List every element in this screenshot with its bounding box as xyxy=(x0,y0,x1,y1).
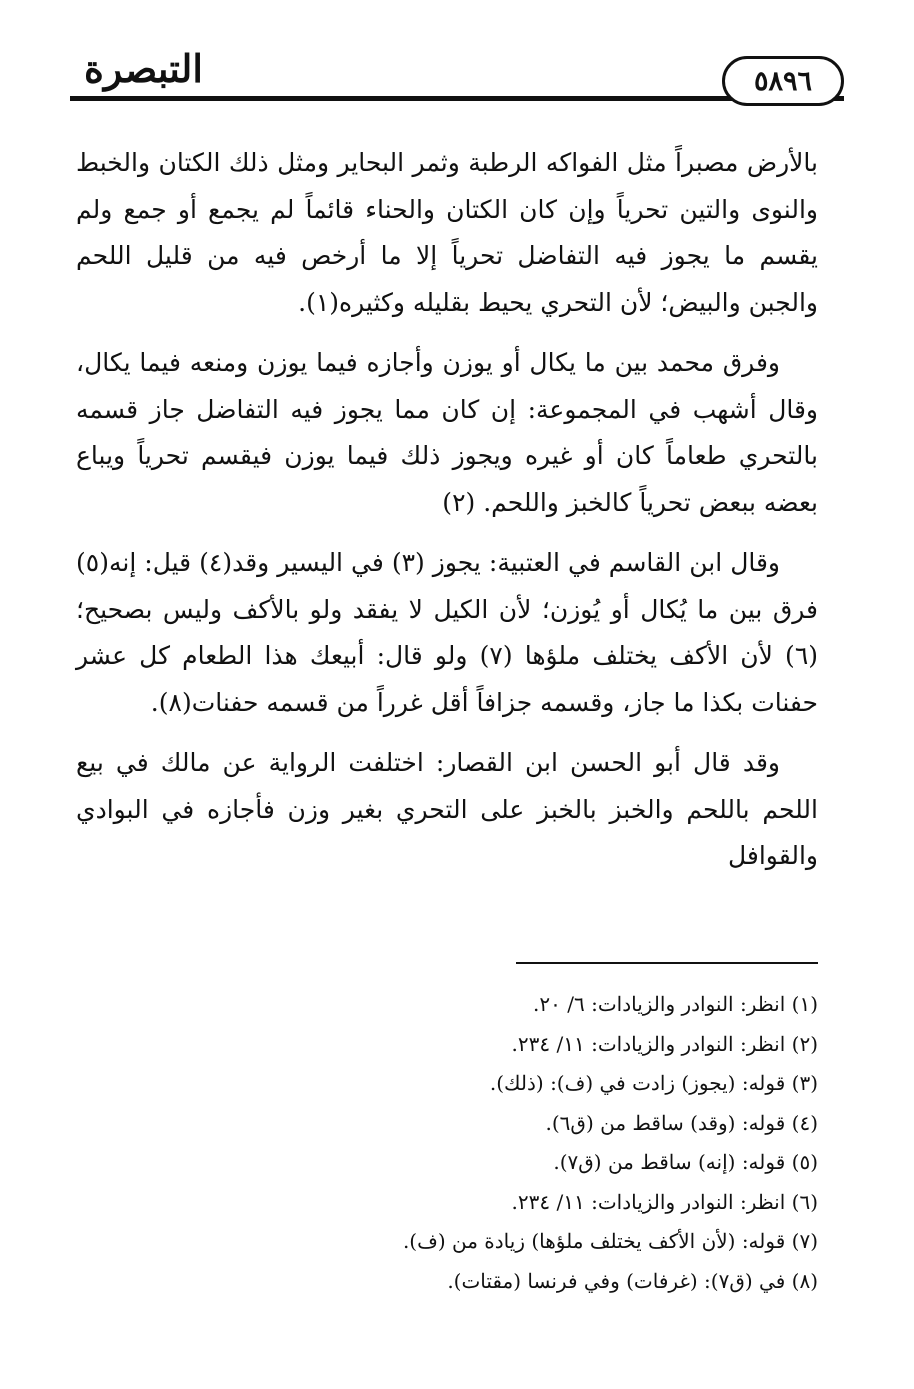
footnote-8: (٨) في (ق٧): (غرفات) وفي فرنسا (مقتات). xyxy=(447,1268,818,1293)
running-title: التبصرة xyxy=(76,44,211,94)
footnote-6: (٦) انظر: النوادر والزيادات: ١١/ ٢٣٤. xyxy=(511,1189,818,1214)
footnote-7: (٧) قوله: (لأن الأكف يختلف ملؤها) زيادة من (ف). xyxy=(402,1229,818,1253)
footnote-2: (٢) انظر: النوادر والزيادات: ١١/ ٢٣٤. xyxy=(511,1031,818,1056)
main-text xyxy=(76,140,818,894)
paragraph-1: بالأرض مصبراً مثل الفواكه الرطبة وثمر البحاير ومثل ذلك الكتان والخبط والنوى والتين تحرياً وإن كان الكتان والحناء قائماً لم يجمع أو جمع ولم يقسم ما يجوز فيه التفاضل تحرياً إلا ما أرخص فيه من قليل اللحم والجبن والبيض؛ لأن التحري يحيط بقليله وكثيره(١). xyxy=(76,148,818,317)
footnotes xyxy=(76,985,818,1301)
paragraph-4: وقد قال أبو الحسن ابن القصار: اختلفت الرواية عن مالك في بيع اللحم باللحم والخبز بالخبز على التحري بغير وزن فأجازه في البوادي والقوافل xyxy=(76,748,818,870)
page-number: ٥٨٩٦ xyxy=(754,65,813,97)
footnote-1: (١) انظر: النوادر والزيادات: ٦/ ٢٠. xyxy=(533,992,818,1016)
page-number-badge xyxy=(722,56,844,106)
footnote-4: (٤) قوله: (وقد) ساقط من (ق٦). xyxy=(545,1110,818,1135)
footnote-5: (٥) قوله: (إنه) ساقط من (ق٧). xyxy=(553,1150,818,1174)
paragraph-2: وفرق محمد بين ما يكال أو يوزن وأجازه فيما يوزن ومنعه فيما يكال، وقال أشهب في المجموعة: إن كان مما يجوز فيه التفاضل جاز قسمه بالتحري طعاماً كان أو غيره ويجوز ذلك فيما يوزن فيقسم تحرياً ويباع بعضه ببعض تحرياً كالخبز واللحم. (٢) xyxy=(76,348,818,517)
footnote-3: (٣) قوله: (يجوز) زادت في (ف): (ذلك). xyxy=(489,1071,818,1095)
paragraph-3: وقال ابن القاسم في العتبية: يجوز (٣) في اليسير وقد(٤) قيل: إنه(٥) فرق بين ما يُكال أو يُوزن؛ لأن الكيل لا يفقد ولو بالأكف وليس بصحيح؛ (٦) لأن الأكف يختلف ملؤها (٧) ولو قال: أبيعك هذا الطعام كل عشر حفنات بكذا ما جاز، وقسمه جزافاً أقل غرراً من قسمه حفنات(٨). xyxy=(76,548,819,717)
page-header xyxy=(70,44,844,112)
footnote-separator xyxy=(516,962,818,964)
